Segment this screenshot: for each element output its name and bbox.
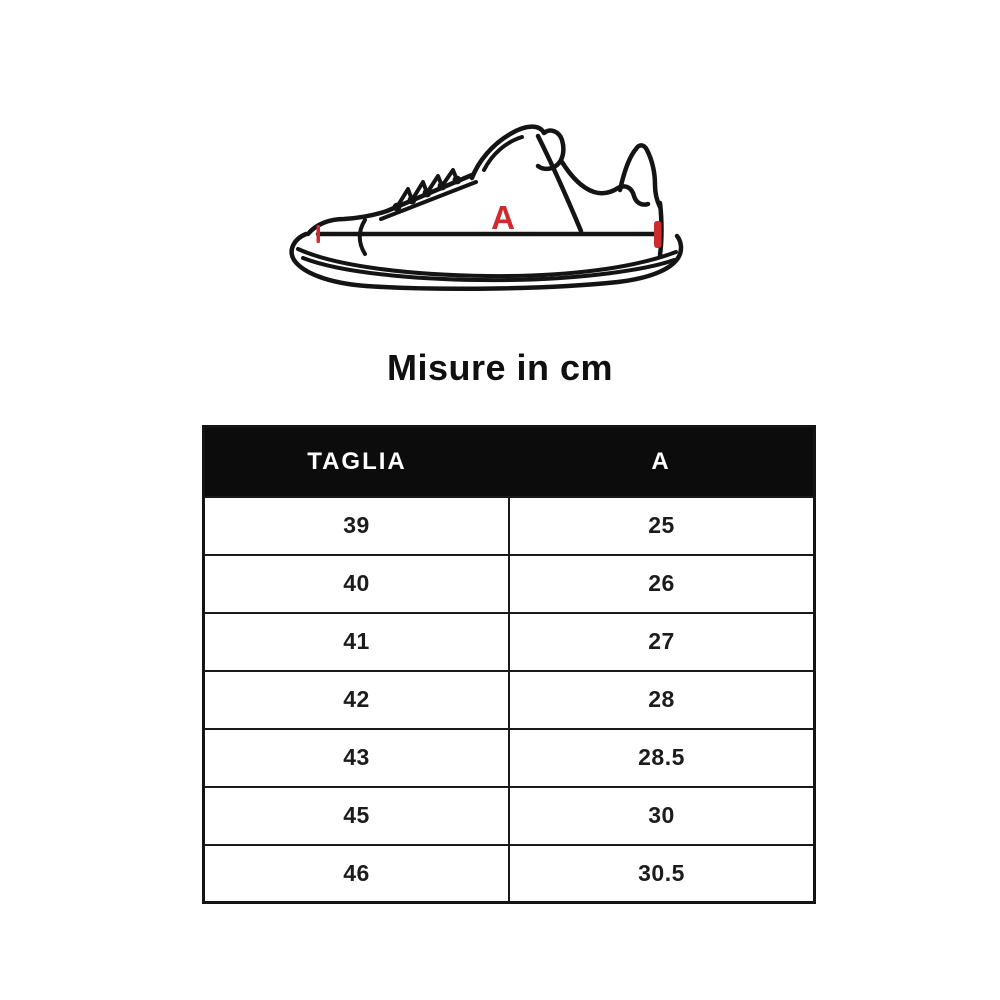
eyelet-dot <box>453 176 462 185</box>
sole-group <box>292 234 681 289</box>
table-cell: 30.5 <box>509 845 815 903</box>
size-table-body <box>204 497 815 903</box>
table-cell: 40 <box>204 555 510 613</box>
table-row <box>204 497 815 555</box>
size-table <box>202 425 816 904</box>
table-cell: 39 <box>204 497 510 555</box>
header-cell-a: A <box>509 427 815 497</box>
table-row <box>204 845 815 903</box>
table-cell: 46 <box>204 845 510 903</box>
table-cell: 27 <box>509 613 815 671</box>
eyelet-dot <box>393 203 402 212</box>
sneaker-illustration <box>280 100 720 320</box>
table-row <box>204 671 815 729</box>
size-table-header <box>204 427 815 497</box>
collar-wave-line <box>562 162 648 205</box>
table-cell: 26 <box>509 555 815 613</box>
vamp-top-edge <box>308 175 472 234</box>
toe-cap-seam <box>360 220 365 254</box>
eyelet-dot <box>438 182 447 191</box>
table-cell: 30 <box>509 787 815 845</box>
table-cell: 41 <box>204 613 510 671</box>
table-row <box>204 729 815 787</box>
measurement-endcap-left <box>317 225 321 243</box>
table-row <box>204 613 815 671</box>
measurement-a-group <box>317 199 662 248</box>
heel-counter-outline <box>620 145 660 207</box>
quarter-diagonal-seam <box>538 136 581 231</box>
table-cell: 28.5 <box>509 729 815 787</box>
table-cell: 25 <box>509 497 815 555</box>
table-cell: 45 <box>204 787 510 845</box>
table-cell: 28 <box>509 671 815 729</box>
header-row <box>204 427 815 497</box>
table-row <box>204 555 815 613</box>
eyelet-dot <box>423 189 432 198</box>
table-row <box>204 787 815 845</box>
measurement-endcap-right <box>654 221 662 248</box>
table-cell: 42 <box>204 671 510 729</box>
measurement-label-a: A <box>491 199 515 236</box>
table-cell: 43 <box>204 729 510 787</box>
eyelet-dot <box>408 196 417 205</box>
page-title: Misure in cm <box>386 347 614 388</box>
header-cell-taglia: TAGLIA <box>204 427 510 497</box>
